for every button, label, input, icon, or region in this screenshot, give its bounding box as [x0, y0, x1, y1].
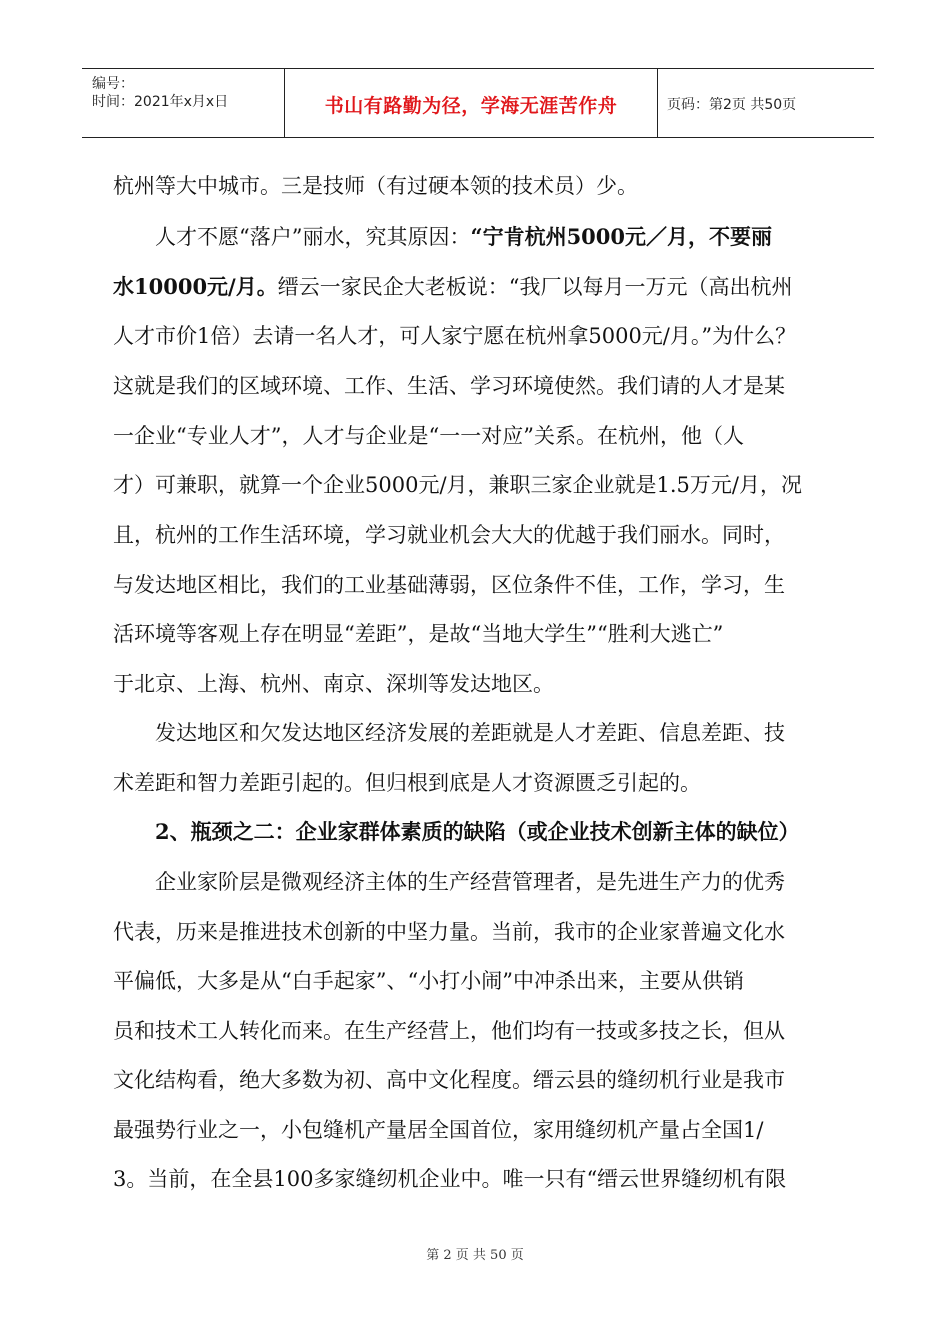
- bold-quote-segment: “宁肯杭州5000元／月，不要丽: [470, 224, 773, 249]
- text-segment: 且，杭州的工作生活环境，学习就业机会大大的优越于我们丽水。同时，: [113, 523, 785, 547]
- heading-text: 2、瓶颈之二：企业家群体素质的缺陷（或企业技术创新主体的缺位）: [113, 819, 800, 844]
- text-segment: 人才市价1倍）去请一名人才，可人家宁愿在杭州拿5000元/月。”为什么？: [113, 324, 797, 348]
- header-page-number: 页码：第2页 共50页: [667, 97, 797, 113]
- header-motto: 书山有路勤为径，学海无涯苦作舟: [324, 95, 618, 117]
- text-line: [113, 571, 785, 599]
- text-segment: 这就是我们的区域环境、工作、生活、学习环境使然。我们请的人才是某: [113, 374, 785, 398]
- page-header: [82, 68, 874, 138]
- text-line: [113, 223, 772, 251]
- text-line: [113, 1066, 785, 1094]
- header-motto-cell: [284, 69, 658, 137]
- document-number-label: 编号：: [92, 76, 134, 92]
- text-line: [113, 422, 744, 450]
- text-line: [113, 172, 638, 200]
- text-line: [113, 620, 723, 648]
- text-segment: 才）可兼职，就算一个企业5000元/月，兼职三家企业就是1.5万元/月，况: [113, 473, 802, 497]
- text-line: [113, 471, 802, 499]
- text-segment: 最强势行业之一，小包缝机产量居全国首位，家用缝纫机产量占全国1/: [113, 1118, 764, 1142]
- text-segment: 代表，历来是推进技术创新的中坚力量。当前，我市的企业家普遍文化水: [113, 920, 785, 944]
- text-segment: 企业家阶层是微观经济主体的生产经营管理者，是先进生产力的优秀: [113, 870, 785, 894]
- text-line: [113, 918, 785, 946]
- text-line: [113, 372, 785, 400]
- section-heading: [113, 818, 800, 846]
- text-segment: 人才不愿“落户”丽水，究其原因：: [113, 225, 471, 249]
- text-line: [113, 1017, 785, 1045]
- page-footer: 第 2 页 共 50 页: [426, 1248, 524, 1263]
- text-line: [113, 1165, 786, 1193]
- text-segment: 3。当前，在全县100多家缝纫机企业中。唯一只有“缙云世界缝纫机有限: [113, 1167, 787, 1191]
- header-page-cell: [657, 69, 874, 137]
- bold-quote-segment: 水10000元/月。: [113, 274, 278, 299]
- text-segment: 员和技术工人转化而来。在生产经营上，他们均有一技或多技之长，但从: [113, 1019, 785, 1043]
- text-segment: 文化结构看，绝大多数为初、高中文化程度。缙云县的缝纫机行业是我市: [113, 1068, 785, 1092]
- header-meta-cell: [82, 69, 284, 137]
- text-line: [113, 719, 785, 747]
- text-segment: 发达地区和欠发达地区经济发展的差距就是人才差距、信息差距、技: [113, 721, 785, 745]
- text-segment: 于北京、上海、杭州、南京、深圳等发达地区。: [113, 672, 554, 696]
- text-segment: 缙云一家民企大老板说：“我厂以每月一万元（高出杭州: [277, 275, 793, 299]
- text-segment: 一企业“专业人才”，人才与企业是“一一对应”关系。在杭州，他（人: [113, 424, 744, 448]
- document-time-label: 时间：2021年x月x日: [92, 94, 229, 110]
- text-line: [113, 967, 744, 995]
- text-line: [113, 868, 785, 896]
- text-line: [113, 273, 792, 301]
- text-segment: 活环境等客观上存在明显“差距”，是故“当地大学生”“胜利大逃亡”: [113, 622, 724, 646]
- text-segment: 与发达地区相比，我们的工业基础薄弱，区位条件不佳，工作，学习，生: [113, 573, 785, 597]
- text-line: [113, 769, 701, 797]
- text-segment: 杭州等大中城市。三是技师（有过硬本领的技术员）少。: [113, 174, 638, 198]
- text-segment: 术差距和智力差距引起的。但归根到底是人才资源匮乏引起的。: [113, 771, 701, 795]
- text-line: [113, 670, 554, 698]
- text-line: [113, 322, 796, 350]
- text-line: [113, 521, 785, 549]
- text-line: [113, 1116, 763, 1144]
- text-segment: 平偏低，大多是从“白手起家”、“小打小闹”中冲杀出来，主要从供销: [113, 969, 744, 993]
